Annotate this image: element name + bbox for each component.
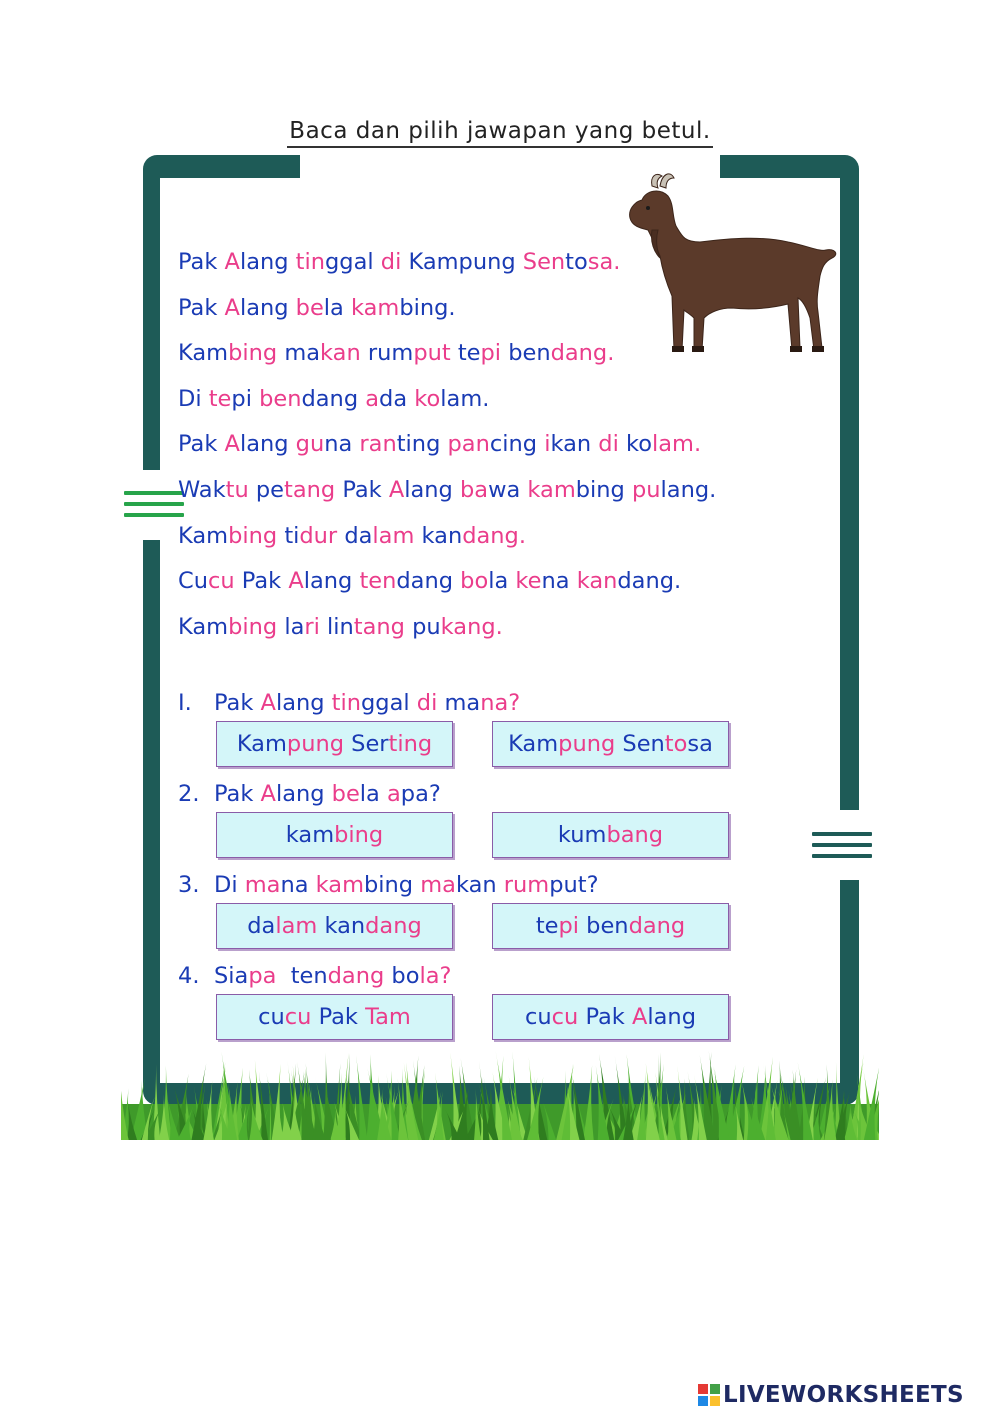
liveworksheets-logo (698, 1378, 964, 1412)
syllable: ma (444, 690, 481, 716)
syllable: di (598, 431, 626, 458)
syllable: to (565, 249, 588, 275)
syllable: ri (304, 613, 328, 640)
syllable: ran (359, 431, 397, 458)
question-text (178, 868, 599, 902)
syllable: dang (365, 913, 422, 939)
syllable: lam. (440, 385, 490, 412)
syllable: A (260, 690, 276, 716)
syllable: Pak (178, 294, 225, 321)
syllable: ko (625, 431, 652, 458)
syllable: ten (359, 568, 397, 595)
syllable: kam (285, 822, 335, 848)
syllable: Di (214, 872, 245, 898)
syllable: ti (284, 522, 300, 549)
syllable: kang. (440, 613, 503, 640)
syllable: bo (460, 568, 489, 595)
syllable: pan (447, 431, 490, 458)
syllable: to (664, 731, 688, 757)
answer-option-2-a[interactable] (216, 812, 453, 858)
answer-option-3-b[interactable] (492, 903, 729, 949)
syllable: A (224, 249, 240, 275)
left-dash-3 (124, 513, 184, 517)
syllable: Tam (365, 1004, 411, 1030)
syllable: bang (606, 822, 664, 848)
syllable: dang. (462, 522, 526, 549)
answer-option-4-a[interactable] (216, 994, 453, 1040)
right-dash-2 (812, 843, 872, 847)
syllable: na (541, 568, 577, 595)
syllable: dang (628, 913, 686, 939)
syllable: na (280, 872, 316, 898)
answer-option-1-b[interactable] (492, 721, 729, 767)
story-line (178, 286, 716, 332)
syllable: lang (275, 781, 332, 807)
syllable: ma (284, 340, 321, 367)
syllable: pa (248, 963, 291, 989)
syllable: bing (364, 872, 421, 898)
answer-option-3-a[interactable] (216, 903, 453, 949)
syllable: put? (549, 872, 599, 898)
left-dash-2 (124, 502, 184, 506)
syllable: dang (327, 963, 392, 989)
syllable: ben (259, 385, 302, 412)
syllable: bing (228, 613, 285, 640)
syllable: Sen (622, 731, 665, 757)
syllable: Pak (178, 431, 225, 458)
syllable: kan (320, 340, 368, 367)
syllable: ma (420, 872, 456, 898)
syllable: A (224, 431, 240, 458)
syllable: ma (244, 872, 281, 898)
logo-text: LIVEWORKSHEETS (723, 1382, 964, 1408)
syllable: Kam (236, 731, 287, 757)
syllable: la (323, 294, 351, 321)
syllable: da (247, 913, 276, 939)
syllable: dang. (617, 568, 682, 595)
syllable: Pak (214, 690, 261, 716)
syllable: rum (367, 340, 414, 367)
syllable: lang. (660, 476, 717, 503)
question-text (178, 777, 441, 811)
left-dash-1 (124, 491, 184, 495)
story-line (178, 331, 716, 377)
syllable: ting (388, 731, 433, 757)
syllable: Pak (585, 1004, 632, 1030)
syllable: la (284, 613, 305, 640)
question-number: 3. (178, 872, 200, 898)
syllable: pe (255, 476, 284, 503)
syllable: na (324, 431, 360, 458)
syllable: Kam (508, 731, 559, 757)
syllable: ggal (361, 690, 417, 716)
syllable: di (416, 690, 445, 716)
syllable: pi (558, 913, 587, 939)
story-line (178, 559, 716, 605)
syllable: lang (239, 294, 296, 321)
syllable: tang (353, 613, 413, 640)
syllable: A (388, 476, 405, 503)
syllable: pi (480, 340, 509, 367)
syllable: da (344, 522, 373, 549)
syllable: Pak (214, 781, 261, 807)
syllable: cu (284, 1004, 319, 1030)
syllable: Kam (178, 613, 229, 640)
syllable: te (535, 913, 559, 939)
syllable: pi (231, 385, 260, 412)
syllable: ke (515, 568, 542, 595)
syllable: Sia (214, 963, 249, 989)
story-line (178, 468, 716, 514)
syllable: A (260, 781, 276, 807)
syllable: te (208, 385, 232, 412)
syllable: bing (228, 340, 285, 367)
syllable: lang (275, 690, 332, 716)
syllable: pu (631, 476, 661, 503)
syllable: dur (299, 522, 345, 549)
question-text (178, 686, 520, 720)
syllable: Wak (178, 476, 226, 503)
story-line (178, 605, 716, 651)
syllable: kam (315, 872, 364, 898)
syllable: Kampung (408, 249, 523, 275)
syllable: kan (550, 431, 599, 458)
syllable: la (488, 568, 516, 595)
syllable: i (544, 431, 551, 458)
syllable: kan (455, 872, 504, 898)
syllable: bing. (399, 294, 456, 321)
syllable: lang (239, 431, 296, 458)
syllable: lam (275, 913, 325, 939)
syllable: A (288, 568, 304, 595)
syllable: be (331, 781, 360, 807)
instruction-text: Baca dan pilih jawapan yang betul. (287, 118, 712, 148)
right-dash-1 (812, 832, 872, 836)
syllable: kan (324, 913, 366, 939)
story-line (178, 514, 716, 560)
syllable: bo (391, 963, 420, 989)
syllable: pa? (400, 781, 441, 807)
syllable: sa (687, 731, 713, 757)
syllable: lang (647, 1004, 696, 1030)
syllable: pung (286, 731, 352, 757)
syllable: Pak (342, 476, 389, 503)
syllable: te (457, 340, 481, 367)
question-number: 4. (178, 963, 200, 989)
syllable: la? (419, 963, 452, 989)
right-dash-3 (812, 854, 872, 858)
syllable: ba (459, 476, 489, 503)
syllable: rum (503, 872, 550, 898)
syllable: kum (557, 822, 607, 848)
question-text (178, 959, 451, 993)
answer-option-4-b[interactable] (492, 994, 729, 1040)
syllable: kam (527, 476, 576, 503)
syllable: dang. (550, 340, 615, 367)
syllable: cu (525, 1004, 552, 1030)
syllable: cu (207, 568, 242, 595)
syllable: kan (576, 568, 618, 595)
syllable: da (379, 385, 415, 412)
syllable: tin (295, 249, 326, 275)
syllable: lang (239, 249, 296, 275)
syllable: sa. (587, 249, 621, 275)
syllable: put (413, 340, 458, 367)
syllable: pu (412, 613, 441, 640)
syllable: dang (396, 568, 461, 595)
question-number: I. (178, 690, 192, 716)
syllable: kan (421, 522, 463, 549)
syllable: lam. (651, 431, 702, 458)
syllable: ggal (325, 249, 381, 275)
story-line (178, 422, 716, 468)
story-line (178, 377, 716, 423)
syllable: cu (551, 1004, 586, 1030)
logo-icon (698, 1384, 720, 1406)
syllable: gu (295, 431, 325, 458)
syllable: ben (508, 340, 551, 367)
syllable: Ser (351, 731, 389, 757)
syllable: lin (327, 613, 354, 640)
story-passage (178, 240, 716, 650)
syllable: A (631, 1004, 648, 1030)
syllable: Cu (178, 568, 208, 595)
story-line (178, 240, 716, 286)
syllable: di (380, 249, 409, 275)
syllable: cing (489, 431, 545, 458)
syllable: Pak (318, 1004, 366, 1030)
syllable: pung (558, 731, 623, 757)
syllable: bing (334, 822, 384, 848)
syllable: Kam (178, 340, 229, 367)
syllable: lang (303, 568, 360, 595)
instruction-heading (0, 118, 1000, 148)
syllable: Pak (241, 568, 289, 595)
grass-decoration (121, 1048, 879, 1140)
syllable: Sen (522, 249, 566, 275)
syllable: ko (414, 385, 441, 412)
syllable: lang (404, 476, 460, 503)
syllable: ben (586, 913, 629, 939)
syllable: tang (284, 476, 343, 503)
syllable: bing (228, 522, 285, 549)
syllable: Kam (178, 522, 229, 549)
syllable: a (365, 385, 380, 412)
syllable: wa (488, 476, 528, 503)
syllable: na? (480, 690, 521, 716)
syllable: kam (351, 294, 400, 321)
answer-option-2-b[interactable] (492, 812, 729, 858)
syllable: cu (258, 1004, 285, 1030)
syllable: be (295, 294, 324, 321)
syllable: A (224, 294, 240, 321)
syllable: tu (225, 476, 256, 503)
syllable: lam (372, 522, 422, 549)
syllable: tin (331, 690, 362, 716)
syllable: a (387, 781, 401, 807)
syllable: dang (301, 385, 366, 412)
question-number: 2. (178, 781, 200, 807)
answer-option-1-a[interactable] (216, 721, 453, 767)
syllable: ting (396, 431, 448, 458)
syllable: Pak (178, 249, 225, 275)
syllable: Di (178, 385, 209, 412)
syllable: bing (575, 476, 632, 503)
syllable: ten (290, 963, 328, 989)
syllable: la (359, 781, 387, 807)
